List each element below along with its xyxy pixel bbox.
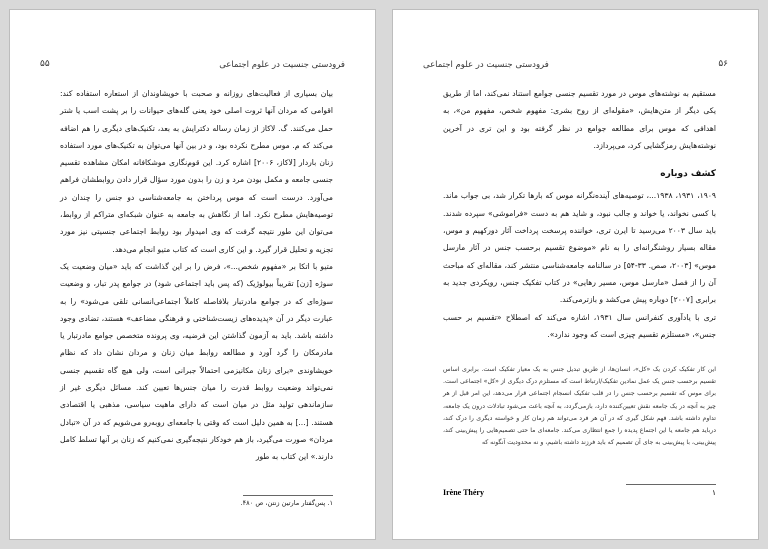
page-number: ۵۶ <box>718 59 728 69</box>
footnote-number: ۱ <box>711 488 716 497</box>
body-paragraph: ۱۹۰۹، ۱۹۳۱، ۱۹۳۸...، توصیه‌های آینده‌نگرانه موس که بارها تکرار شد، بی جواب ماند. با کسی نخواند، یا خواند و جالب نبود، و شاید هم به دست «فراموشی» سپرده شدند. باید سال ۲۰۰۳ می‌رسید تا ایرن تری، خواننده پرسخت پرداخت آثار دورکهیم و موس، مقاله بسیار روشنگرانه‌ای را به نام «موضوع تقسیم برحسب جنس در آثار مارسل موس» [۲۰۰۳، صص. ۳۳-۵۴] در سالنامه جامعه‌شناسی منتشر کند، مقاله‌ای که مباحث آن را از فصل «مارسل موس، مسیر رهایی» در کتاب تفکیک جنس، رویکردی جدید به برابری [۲۰۰۷] دوباره پیش می‌کشد و بازترمی‌کند. <box>443 191 716 305</box>
footnote <box>443 488 716 500</box>
running-title: فرودستی جنسیت در علوم اجتماعی <box>219 60 345 70</box>
footnote-quote: این کار تفکیک کردن یک «کل»، انسان‌ها، از طریق تبدیل جنس به یک معیار تفکیک است. برابری اساس تقسیم برحسب جنس یک عمل نمادین تفکیک/ارتباط است که مستلزم درک دیگری از «کل» اجتماعی است. برای موس که تقسیم برحسب جنس را در قلب تفکیک انسجام اجتماعی قرار می‌دهد، این امر قبل از هر چیز به آنچه در یک جامعه نقش تعیین‌کننده دارد، بازمی‌گردد، به آنچه باعث می‌شود تبادلات درون یک جامعه، تداوم داشته باشد. فهم شکل گیری که در آن هر فرد می‌تواند هم زمان کار و خواسته دیگری را درک کند، درباید هم جامعه یا این اجتماع پدیده را جمع انتظاری می‌کند. جامعه‌ای ما حتی تصمیم‌هایی را پیش‌بینی کند، پیش‌بینی، با پیش‌بینی به جای آن تصمیم که باید فرزند داشته باشیم، و نه محدودیت آنگونه که <box>443 366 716 447</box>
page-number: ۵۵ <box>40 59 50 69</box>
body-paragraph: متیو با اتکا بر «مفهوم شخص...»، فرض را بر این گذاشت که باید «میان وضعیت یک سوژه [زن] تقریباً بیولوژیک (که پس باید اجتماعی شود) در جوامع پدر تبار، و وضعیت سوژه‌ای که در جوامع مادرتبار بلافاصله کاملاً اجتماعی‌انسانی تلقی می‌شود» را به عبارت دیگر در آن «پدیده‌های زیست‌شناختی و فرهنگی مضاعف» هستند، تضادی وجود داشته باشد. باید به آزمون گذاشتن این فرضیه، وی پرونده متخصص جوامع مادرتبار یا مادرمکان را گرد آورد و مطالعه روابط میان زنان و مردان نشان داد که نظام خویشاوندی «برای زنان مکانیزمی احتمالاً جبرانی است، ولی هیچ گاه تقسیم جنسی نمی‌تواند وضعیت روابط قدرت را میان جنس‌ها تعیین کند. مسائل دیگری غیر از سازماندهی تولید مثل در میان است که دارای ماهیت سیاسی، مذهبی یا اقتصادی هستند. [...] به همین دلیل است که وقتی با جامعه‌ای روبه‌رو می‌شویم که در آن «تبادل مردان» صورت می‌گیرد، باز هم خودکار نتیجه‌گیری نمی‌کنیم که زنان بر آنها تسلط کامل دارند.» این کتاب به طور <box>60 261 333 462</box>
right-page <box>393 10 758 539</box>
running-title: فرودستی جنسیت در علوم اجتماعی <box>423 60 549 70</box>
left-page <box>10 10 375 539</box>
section-heading: کشف دوباره <box>660 169 716 180</box>
footnote-author: Irène Théry <box>443 488 484 497</box>
body-paragraph: بیان بسیاری از فعالیت‌های روزانه و صحبت با خویشاوندان از استعاره استفاده کند: اقوامی که مردان آنها ثروت اصلی خود یعنی گله‌های حیوانات را بر پشت اسب یا شتر حمل می‌کنند. گ. لاکاز از زمان رساله دکترایش به بعد، تکنیک‌های دیگری را هم اضافه می‌کند که م. موس مطرح نکرده بود، و در بین آنها می‌توان به تکنیک‌های مورد استفاده زنان باردار [لاکاز، ۲۰۰۶] اشاره کرد. این قوم‌نگاری موشکافانه امکان مشاهده تقسیم جنسی جامعه و مکمل بودن مرد و زن را بدون مورد سؤال قرار دادن روابطشان فراهم می‌آورد. درست است که موس پرداختن به جامعه‌شناسی دو جنس را چندان در توصیه‌هایش مطرح نکرد. اما از نگاهش به جامعه به عنوان شبکه‌ای متراکم از روابط، می‌توان این طور نتیجه گرفت که وی امیدوار بود روابط اجتماعی جنسیتی نیز مورد تجزیه و تحلیل قرار گیرد. و این کاری است که کتاب متیو انجام می‌دهد. <box>60 89 333 254</box>
footnote: ۱. پس‌گفتار مارتین زنتن، ص ۴۸۰. <box>240 499 333 507</box>
footnote-divider <box>626 484 716 485</box>
page-header <box>40 60 345 74</box>
body-paragraph: مستقیم به نوشته‌های موس در مورد تقسیم جنسی جوامع استناد نمی‌کند، اما از طریق یکی دیگر از متن‌هایش، «مقوله‌ای از روح بشری: مفهوم شخص، مفهوم من»، به اهدافی که موس برای مطالعه جوامع در نظر گرفته بود و این تری در آخرین نوشته‌هایش رمزگشایی کرد، می‌پردازد. <box>443 89 716 150</box>
page-body <box>443 85 716 343</box>
page-header <box>423 60 728 74</box>
page-body <box>60 85 333 466</box>
body-paragraph: تری با یادآوری کنفرانس سال ۱۹۳۱، اشاره می‌کند که اصطلاح «تقسیم بر حسب جنس»، «مستلزم تقسیم چیزی است که وجود ندارد». <box>443 312 716 339</box>
footnote-divider <box>243 495 333 496</box>
